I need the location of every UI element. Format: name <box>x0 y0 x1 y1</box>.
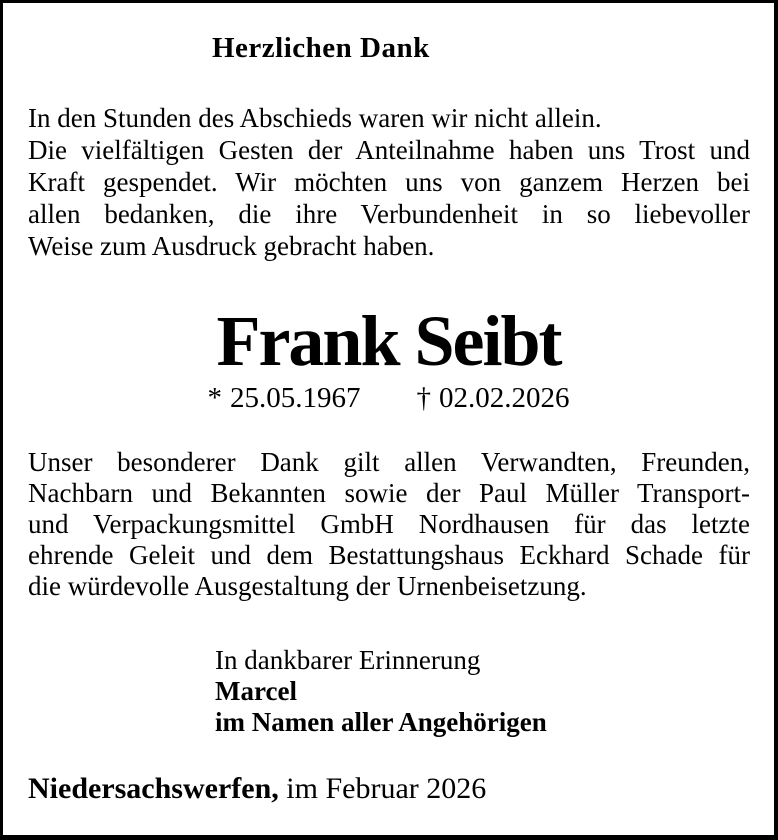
thanks-paragraph-line: Nachbarn und Bekannten sowie der Paul Müller Transport- <box>28 478 750 508</box>
death-date: 02.02.2026 <box>439 382 570 414</box>
intro-paragraph-line: Kraft gespendet. Wir möchten uns von ganzem Herzen bei <box>28 167 750 197</box>
signature-remembrance-line: In dankbarer Erinnerung <box>215 645 481 675</box>
thanks-paragraph-line: die würdevolle Ausgestaltung der Urnenbeisetzung. <box>28 571 587 601</box>
intro-paragraph-line: allen bedanken, die ihre Verbundenheit in so liebevoller <box>28 199 750 229</box>
intro-line: In den Stunden des Abschieds waren wir nicht allein. <box>28 103 602 133</box>
notice-title: Herzlichen Dank <box>212 32 430 64</box>
death-cross-symbol: † <box>416 382 431 414</box>
signature-name: Marcel <box>215 676 297 706</box>
footer-place: Niedersachswerfen, <box>28 772 279 805</box>
birth-date: 25.05.1967 <box>230 382 361 414</box>
footer-date: im Februar 2026 <box>286 772 487 805</box>
intro-paragraph-line: Die vielfältigen Gesten der Anteilnahme haben uns Trost und <box>28 135 750 165</box>
intro-paragraph <box>28 102 750 262</box>
thanks-paragraph-line: ehrende Geleit und dem Bestattungshaus Eckhard Schade für <box>28 540 750 570</box>
life-dates-row <box>3 380 774 416</box>
thanks-paragraph-line: Unser besonderer Dank gilt allen Verwandten, Freunden, <box>28 447 750 477</box>
thanks-paragraph <box>28 447 750 602</box>
intro-paragraph-line: Weise zum Ausdruck gebracht haben. <box>28 231 435 261</box>
thanks-paragraph-line: und Verpackungsmittel GmbH Nordhausen für das letzte <box>28 509 750 539</box>
birth-star-symbol: * <box>207 382 222 414</box>
deceased-name: Frank Seibt <box>216 301 561 381</box>
death-date-item <box>417 380 570 416</box>
place-date-line <box>28 771 486 807</box>
signature-block <box>215 645 547 738</box>
signature-relatives-line: im Namen aller Angehörigen <box>215 707 547 737</box>
birth-date-item <box>208 380 361 416</box>
